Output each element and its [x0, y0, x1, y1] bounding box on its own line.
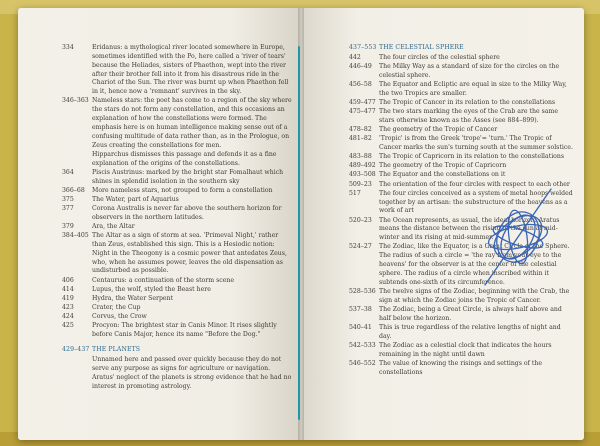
note-text: The Zodiac as a celestial clock that indicates the hours remaining in the night until dawn	[379, 341, 552, 358]
line-reference: 414	[62, 285, 74, 293]
note-entry	[349, 360, 574, 378]
note-text: The Equator and Ecliptic are equal in size to the Milky Way, the two Tropics are smaller.	[379, 80, 567, 97]
note-entry	[349, 99, 574, 108]
section-title: THE PLANETS	[92, 346, 141, 354]
note-text: The Altar as a sign of storm at sea. 'Primeval Night,' rather than Zeus, established this sign. This is a Hesiodic notion: Night in the Theogony is a cosmic power that antedates Zeus, who, when he assumes power, leaves the old dispensation as undisturbed as possible.	[92, 232, 287, 275]
note-entry	[349, 171, 574, 180]
note-entry	[349, 306, 574, 324]
right-page	[301, 8, 584, 440]
note-text: This is true regardless of the relative lengths of night and day.	[379, 323, 561, 340]
note-text: The Zodiac, like the Equator, is a Great Circle of the Sphere. The radius of such a circle = 'the ray from your eye to the heavens' for the observer is at the center of the celestial sphere. The radius of a circle when inscribed within it subtends one-sixth of its circumference.	[379, 243, 570, 286]
note-entry	[62, 313, 294, 322]
line-reference: 419	[62, 294, 74, 302]
note-text: The two stars marking the eyes of the Crab are the same stars otherwise known as the Asses (see 884–899).	[379, 108, 559, 124]
note-text: Eridanus: a mythological river located somewhere in Europe, sometimes identified with the Po, here called a 'river of tears' because the Heliades, sisters of Phaethon, wept into the river after their brother fell into it from his disastrous ride in the Chariot of the Sun. The river was burnt up when Phaethon fell in it, hence now a 'remnant' survives in the sky.	[92, 44, 289, 96]
note-entry	[62, 232, 294, 276]
note-text: Nameless stars: the poet has come to a region of the sky where the stars do not form any constellation, and this occasions an explanation of how the constellations were formed. The emphasis here is on human intelligence making sense out of a confusing multitude of data rather than, as in the Prologue, on Zeus creating the constellations for men.	[92, 97, 292, 149]
line-reference: 524–27	[349, 243, 372, 251]
line-reference	[62, 151, 92, 169]
note-text: The four circles of the celestial sphere	[379, 53, 500, 61]
note-entry	[349, 81, 574, 99]
note-entry	[62, 223, 294, 232]
note-text: The geometry of the Tropic of Cancer	[379, 126, 498, 134]
note-entry	[349, 135, 574, 153]
note-entry	[62, 304, 294, 313]
note-text: The Equator and the constellations on it	[379, 171, 506, 179]
note-text: The four circles conceived as a system of metal hoops welded together by an artisan: the substructure of the heavens as a work of art	[379, 189, 573, 215]
note-text: Hydra, the Water Serpent	[92, 294, 174, 302]
line-reference: 366–68	[62, 186, 85, 194]
line-reference: 334	[62, 44, 74, 51]
note-entry	[349, 162, 574, 171]
note-entry	[349, 324, 574, 342]
line-reference: 456–58	[349, 80, 372, 88]
note-entry	[349, 153, 574, 162]
line-reference: 528–536	[349, 287, 376, 295]
note-text: The twelve signs of the Zodiac, beginning with the Crab, the sign at which the Zodiac joins the Tropic of Cancer.	[379, 287, 570, 304]
bookmark-ribbon	[298, 46, 300, 420]
line-reference: 459–477	[349, 98, 376, 106]
note-text: Crater, the Cup	[92, 304, 141, 312]
section-heading	[62, 346, 294, 355]
line-reference: 364	[62, 168, 74, 176]
note-entry	[62, 356, 294, 391]
line-reference: 509–23	[349, 180, 372, 188]
note-text: The Ocean represents, as usual, the ideal horizon. Aratus means the distance between the rising of the sun at mid-winter and its rising at mid-summer.	[379, 216, 560, 242]
note-entry	[62, 322, 294, 340]
note-entry	[349, 342, 574, 360]
note-text: Unnamed here and passed over quickly because they do not serve any purpose as signs for agriculture or navigation. Aratus' neglect of the planets is strong evidence that he had no interest in promoting astrology.	[92, 356, 292, 390]
line-reference: 517	[349, 189, 361, 197]
line-reference	[62, 356, 92, 391]
line-reference: 375	[62, 195, 74, 203]
note-text: Corona Australis is never far above the southern horizon for observers in the northern latitudes.	[92, 204, 282, 221]
line-reference: 493–508	[349, 171, 376, 179]
note-text: Hipparchus dismisses this passage and defends it as a fine explanation of the origins of the constellations.	[92, 150, 277, 167]
note-text: Piscis Austrinus: marked by the bright star Fomalhaut which shines in splendid isolation in the southern sky	[92, 168, 284, 185]
line-reference: 437–553	[349, 44, 377, 51]
note-entry	[349, 63, 574, 81]
line-reference: 384–405	[62, 232, 89, 240]
note-text: The Tropic of Capricorn in its relation to the constellations	[379, 153, 565, 161]
line-reference: 542–533	[349, 341, 376, 349]
note-text: The Tropic of Cancer in its relation to the constellations	[379, 98, 556, 106]
line-reference: 537–38	[349, 305, 372, 313]
note-entry	[62, 97, 294, 150]
note-entry	[62, 295, 294, 304]
note-entry	[62, 169, 294, 187]
line-reference: 346–363	[62, 97, 89, 105]
note-entry	[62, 286, 294, 295]
open-book	[18, 8, 584, 440]
line-reference: 424	[62, 313, 74, 321]
note-text: Corvus, the Crow	[92, 313, 147, 321]
note-entry	[62, 277, 294, 286]
note-text: Procyon: The brightest star in Canis Minor. It rises slightly before Canis Major, hence its name "Before the Dog."	[92, 322, 277, 339]
line-reference: 475–477	[349, 108, 376, 116]
line-reference: 483–88	[349, 153, 372, 161]
line-reference: 429–437	[62, 346, 90, 354]
armillary-sphere-icon	[482, 185, 554, 291]
line-reference: 442	[349, 53, 361, 61]
note-text: The orientation of the four circles with respect to each other	[379, 180, 570, 188]
line-reference: 425	[62, 322, 74, 330]
section-heading	[349, 44, 574, 53]
note-text: Centaurus: a continuation of the storm scene	[92, 276, 235, 284]
note-entry	[62, 44, 294, 97]
left-page-notes	[62, 44, 294, 392]
note-entry	[62, 151, 294, 169]
line-reference: 377	[62, 204, 74, 212]
note-entry	[62, 205, 294, 223]
line-reference: 379	[62, 222, 74, 230]
note-entry	[349, 108, 574, 126]
note-text: Ara, the Altar	[92, 222, 135, 230]
note-entry	[349, 54, 574, 63]
line-reference: 546–552	[349, 359, 376, 367]
note-text: The Zodiac, being a Great Circle, is always half above and half below the horizon.	[379, 305, 562, 322]
line-reference: 489–492	[349, 162, 376, 170]
note-text: Lupus, the wolf, styled the Beast here	[92, 285, 211, 293]
note-entry	[62, 187, 294, 196]
note-text: The Water, part of Aquarius	[92, 195, 179, 203]
note-entry	[349, 126, 574, 135]
line-reference: 540–41	[349, 323, 372, 331]
section-title: THE CELESTIAL SPHERE	[379, 44, 464, 51]
note-text: The geometry of the Tropic of Capricorn	[379, 162, 507, 170]
line-reference: 406	[62, 276, 74, 284]
left-page	[18, 8, 301, 440]
note-text: More nameless stars, not grouped to form a constellation	[92, 186, 273, 194]
note-entry	[62, 196, 294, 205]
line-reference: 446–49	[349, 62, 372, 70]
note-text: The value of knowing the risings and settings of the constellations	[379, 359, 543, 376]
note-text: 'Tropic' is from the Greek 'trope'= 'turn.' The Tropic of Cancer marks the sun's turning south at the summer solstice.	[379, 135, 573, 152]
line-reference: 481–82	[349, 135, 372, 143]
note-text: The Milky Way as a standard of size for the circles on the celestial sphere.	[379, 62, 560, 79]
line-reference: 520–23	[349, 216, 372, 224]
line-reference: 423	[62, 304, 74, 312]
line-reference: 478–82	[349, 126, 372, 134]
